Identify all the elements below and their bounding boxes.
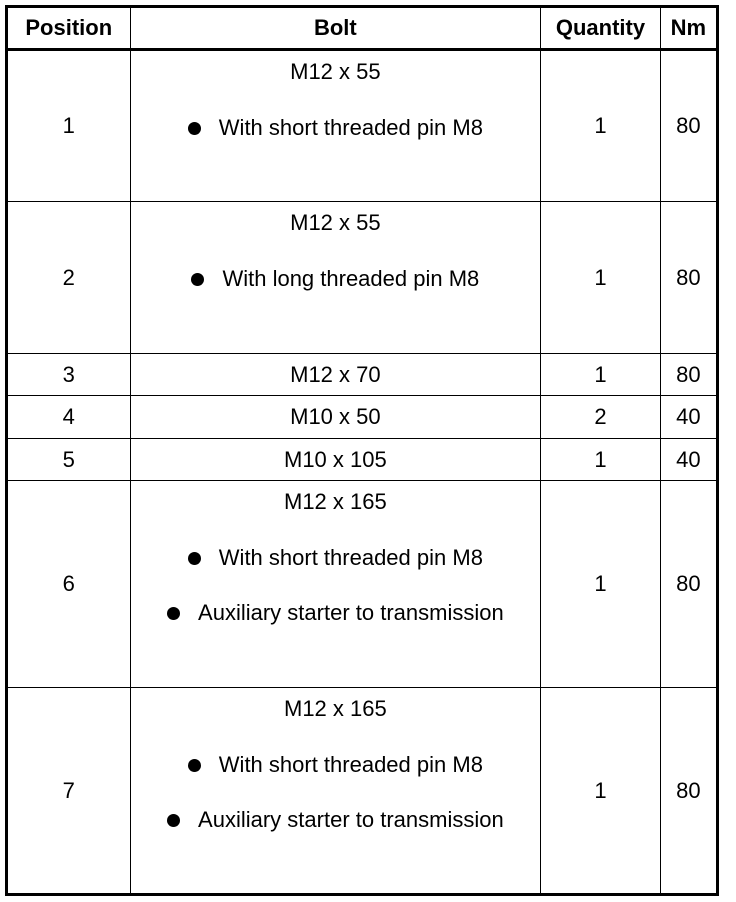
note-text: With long threaded pin M8 <box>222 266 480 291</box>
bolt-cell <box>130 354 541 396</box>
note-item <box>131 115 541 141</box>
bolt-notes <box>131 266 541 292</box>
bolt-notes <box>131 752 541 833</box>
bullet-icon <box>188 552 201 565</box>
table-row <box>7 202 718 354</box>
quantity-cell: 1 <box>541 202 661 354</box>
note-item <box>131 266 541 292</box>
table-row <box>7 481 718 688</box>
table-row <box>7 50 718 202</box>
nm-cell: 80 <box>660 481 717 688</box>
bolt-size: M12 x 70 <box>290 361 381 387</box>
header-position: Position <box>7 7 131 50</box>
bolt-cell <box>130 439 541 481</box>
bolt-cell <box>130 396 541 439</box>
bolt-size: M12 x 165 <box>284 489 387 514</box>
note-text: Auxiliary starter to transmission <box>198 600 504 625</box>
bullet-icon <box>188 759 201 772</box>
quantity-cell: 1 <box>541 481 661 688</box>
header-bolt: Bolt <box>130 7 541 50</box>
bullet-icon <box>191 273 204 286</box>
bolt-size: M12 x 55 <box>290 59 381 84</box>
note-item <box>131 545 541 571</box>
note-text: With short threaded pin M8 <box>218 752 483 777</box>
bolt-notes <box>131 545 541 626</box>
note-text: With short threaded pin M8 <box>218 115 483 140</box>
note-item <box>131 807 541 833</box>
nm-cell: 80 <box>660 202 717 354</box>
table-row <box>7 396 718 439</box>
table-row <box>7 688 718 895</box>
bolt-cell <box>130 202 541 354</box>
nm-cell: 80 <box>660 688 717 895</box>
bolt-size: M12 x 165 <box>284 696 387 721</box>
bolt-torque-table <box>5 5 719 896</box>
quantity-cell: 1 <box>541 354 661 396</box>
position-cell: 2 <box>7 202 131 354</box>
note-text: Auxiliary starter to transmission <box>198 807 504 832</box>
position-cell: 4 <box>7 396 131 439</box>
quantity-cell: 1 <box>541 50 661 202</box>
header-nm: Nm <box>660 7 717 50</box>
bolt-cell <box>130 50 541 202</box>
nm-cell: 80 <box>660 354 717 396</box>
table-row <box>7 354 718 396</box>
quantity-cell: 1 <box>541 439 661 481</box>
position-cell: 3 <box>7 354 131 396</box>
bolt-size: M12 x 55 <box>290 210 381 235</box>
bolt-size: M10 x 50 <box>290 404 381 429</box>
bolt-size: M10 x 105 <box>284 446 387 472</box>
header-quantity: Quantity <box>541 7 661 50</box>
position-cell: 6 <box>7 481 131 688</box>
nm-cell: 40 <box>660 439 717 481</box>
bolt-notes <box>131 115 541 141</box>
nm-cell: 80 <box>660 50 717 202</box>
bolt-cell <box>130 481 541 688</box>
bullet-icon <box>167 607 180 620</box>
bullet-icon <box>167 814 180 827</box>
table-row <box>7 439 718 481</box>
quantity-cell: 1 <box>541 688 661 895</box>
bullet-icon <box>188 122 201 135</box>
position-cell: 5 <box>7 439 131 481</box>
position-cell: 7 <box>7 688 131 895</box>
nm-cell: 40 <box>660 396 717 439</box>
quantity-cell: 2 <box>541 396 661 439</box>
note-text: With short threaded pin M8 <box>218 545 483 570</box>
note-item <box>131 600 541 626</box>
header-row <box>7 7 718 50</box>
note-item <box>131 752 541 778</box>
bolt-cell <box>130 688 541 895</box>
position-cell: 1 <box>7 50 131 202</box>
